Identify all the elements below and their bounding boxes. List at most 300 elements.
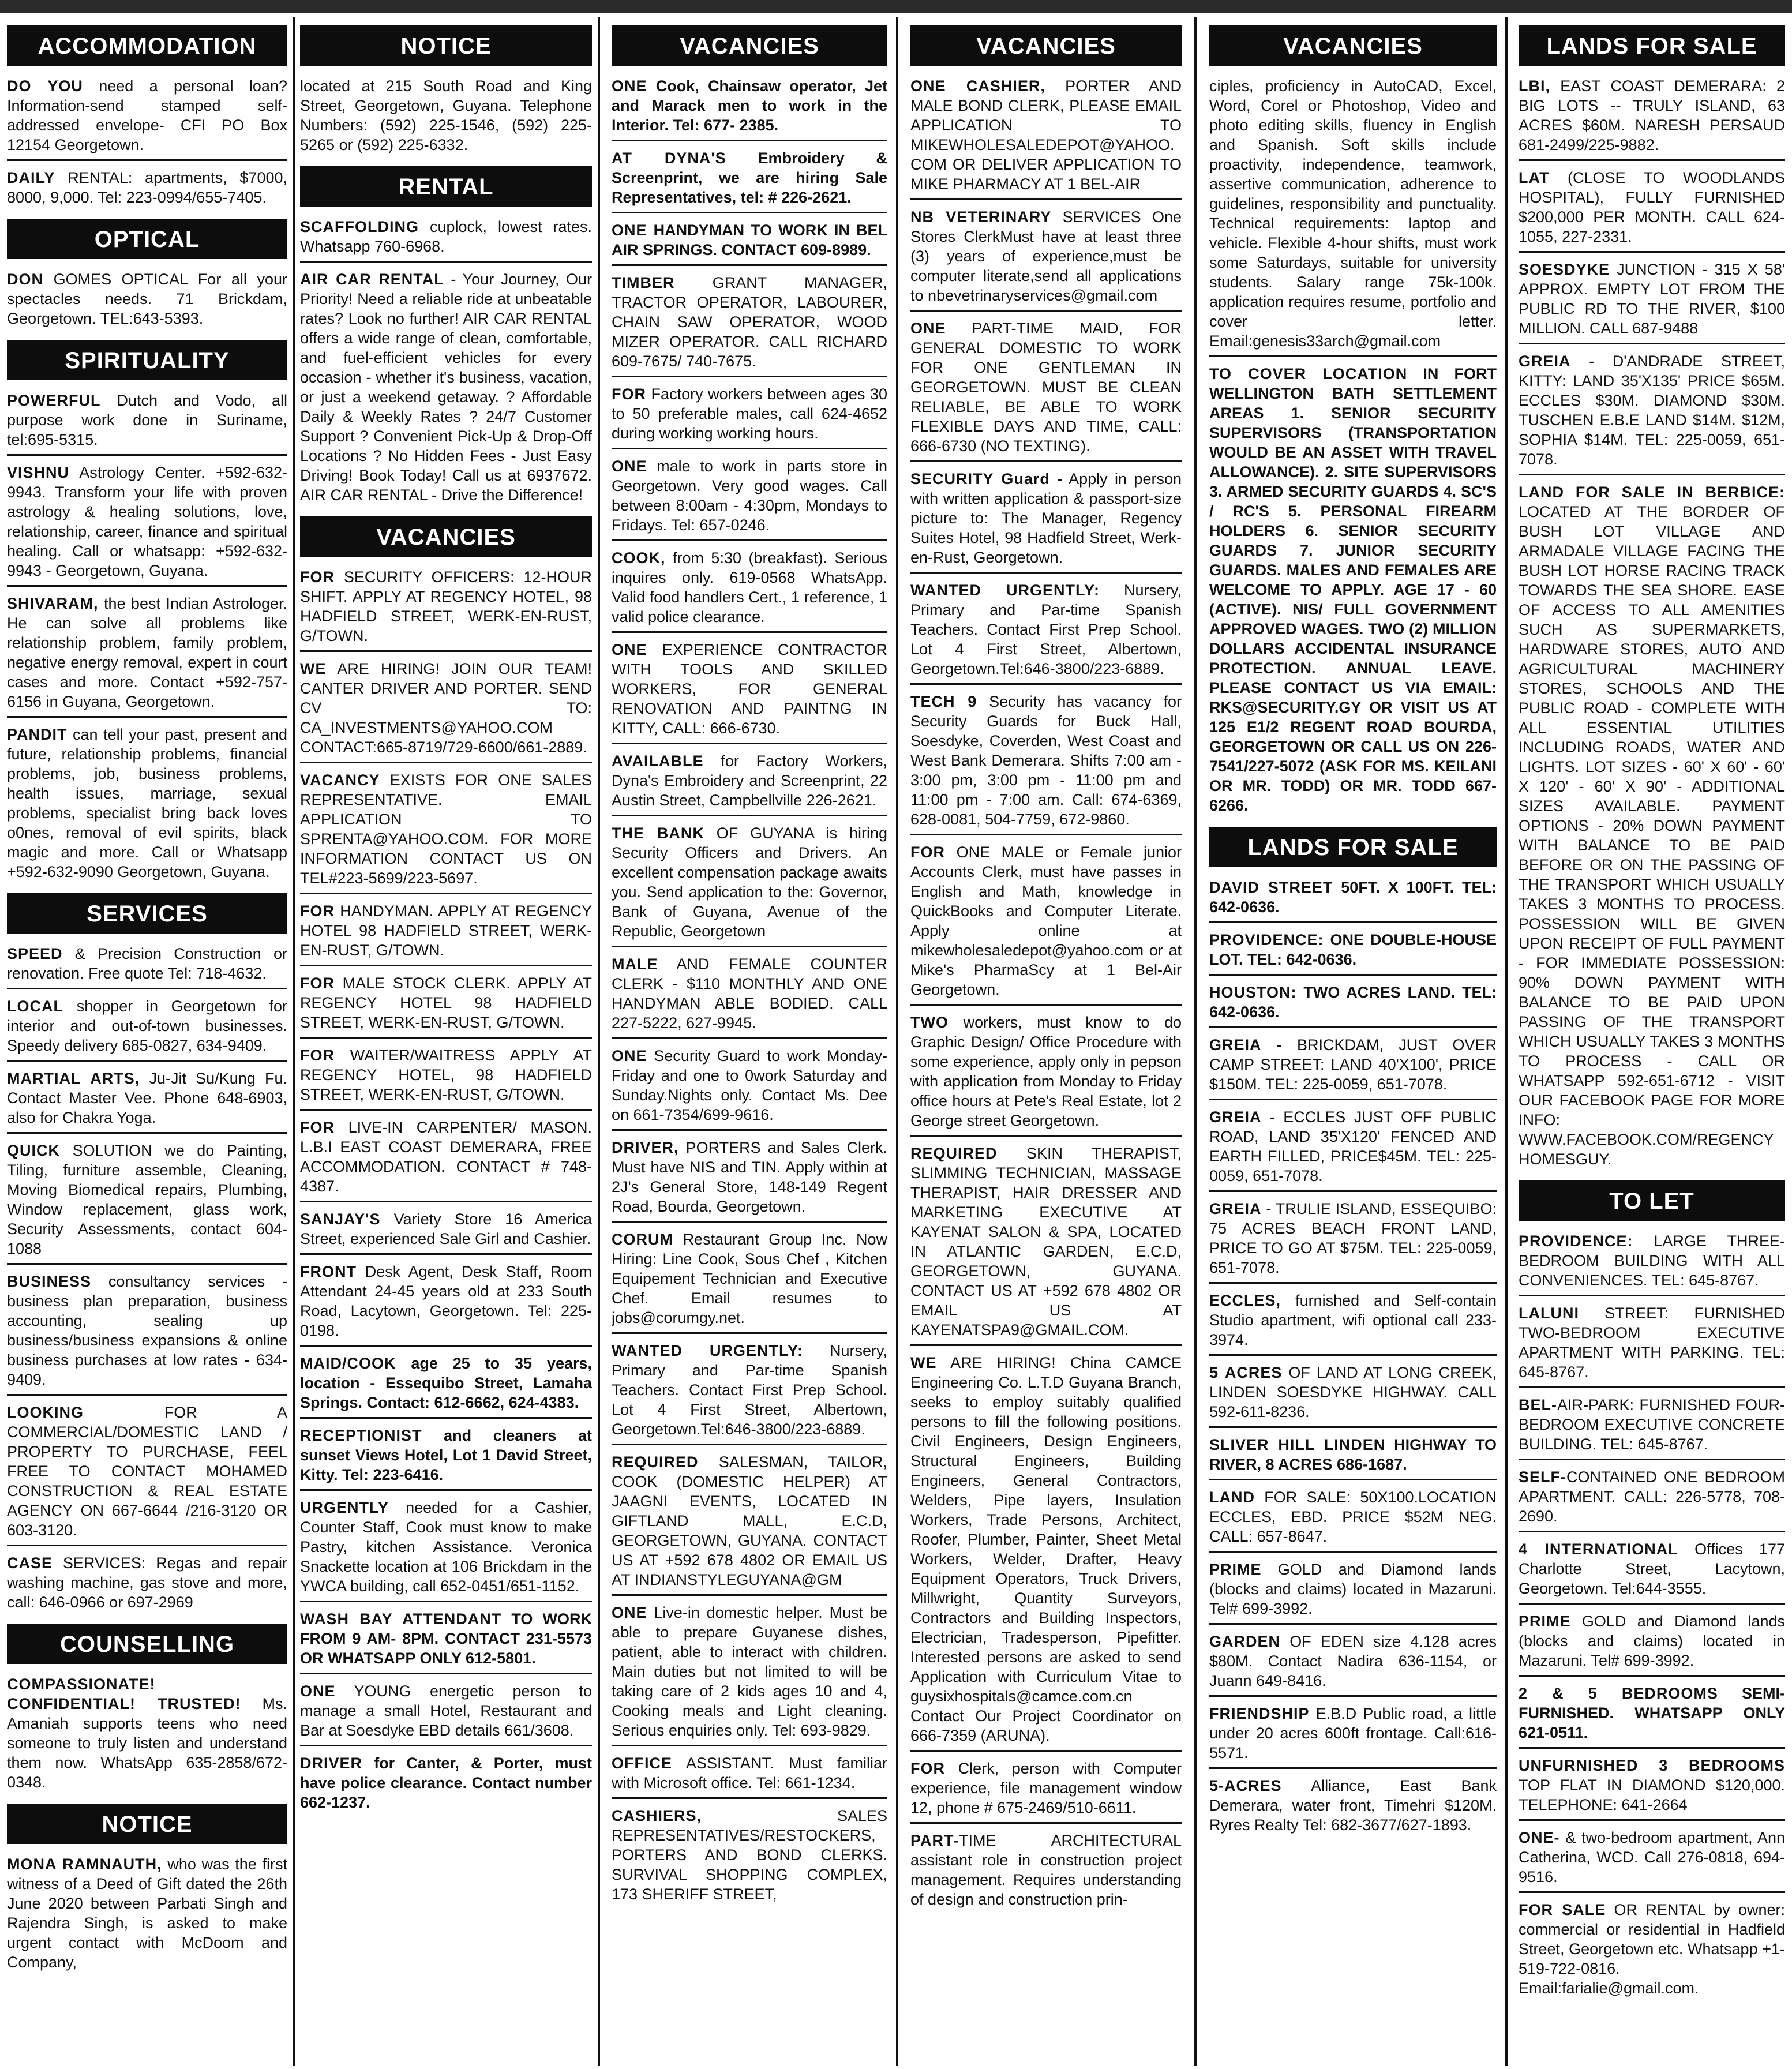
ad-lead: GREIA — [1209, 1200, 1262, 1217]
ad-body: AND FEMALE COUNTER CLERK - $110 MONTHLY AND ONE HANDYMAN ABLE BODIED. CALL 227-5222, 627-9945. — [612, 955, 887, 1032]
classified-ad — [7, 1141, 287, 1265]
ad-lead: LBI, — [1519, 77, 1550, 95]
ad-body: - D'ANDRADE STREET, KITTY: LAND 35'X135' PRICE $65M. ECCLES $30M. DIAMOND $30M. TUSCHEN E.B.E LAND $14M. $12M, SOPHIA $14M. TEL: 225-0059, 651-7078. — [1519, 353, 1785, 468]
ad-lead: ONE — [612, 77, 647, 95]
ad-body: OF LAND AT LONG CREEK, LINDEN SOESDYKE HIGHWAY. CALL 592-611-8236. — [1209, 1364, 1497, 1420]
ad-body: AIR-PARK: FURNISHED FOUR-BEDROOM EXECUTIVE CONCRETE BUILDING. TEL: 645-8767. — [1519, 1396, 1785, 1453]
ad-lead: DON — [7, 271, 43, 288]
ad-body: Cook, Chainsaw operator, Jet and Marack men to work in the Interior. Tel: 677- 2385. — [612, 77, 887, 134]
classified-ad — [1519, 1900, 1785, 2003]
classified-ad — [1519, 1467, 1785, 1532]
ad-lead: ONE — [612, 1604, 647, 1621]
ad-lead: DRIVER — [300, 1755, 363, 1772]
ad-body: (CLOSE TO WOODLANDS HOSPITAL), FULLY FURNISHED $200,000 PER MONTH. CALL 624-1055, 227-2331. — [1519, 169, 1785, 245]
column-rule — [1194, 17, 1197, 2066]
ad-lead: PANDIT — [7, 726, 68, 743]
classifieds-column — [1209, 23, 1497, 2060]
ad-lead: SPEED — [7, 945, 63, 962]
ad-lead: SLIVER HILL LINDEN — [1209, 1436, 1386, 1453]
ad-lead: BUSINESS — [7, 1273, 92, 1290]
classified-ad — [1209, 1035, 1497, 1100]
ad-body: OF GUYANA is hiring Security Officers and Drivers. An excellent compensation package awaits you. Send application to the: Governor, Bank of Guyana, Avenue of the Republic, Georgetown — [612, 824, 887, 940]
ad-body: PORTER AND MALE BOND CLERK, PLEASE EMAIL APPLICATION TO MIKEWHOLESALEDEPOT@YAHOO.COM OR DELIVER APPLICATION TO MIKE PHARMACY AT 1 BEL-AIR — [910, 77, 1182, 193]
ad-lead: PART- — [910, 1832, 959, 1849]
ad-lead: DO YOU — [7, 77, 83, 95]
classified-ad — [300, 567, 592, 652]
classified-ad — [1209, 1704, 1497, 1769]
ad-lead: 5-ACRES — [1209, 1777, 1282, 1794]
ad-body: ARE HIRING! JOIN OUR TEAM! CANTER DRIVER AND PORTER. SEND CV TO: CA_INVESTMENTS@YAHOO.COM CONTACT:665-8719/729-6600/661-2889. — [300, 660, 592, 756]
ad-body: YOUNG energetic person to manage a small Hotel, Restaurant and Bar at Soesdyke EBD details 661/3608. — [300, 1682, 592, 1739]
ad-body: TOP FLAT IN DIAMOND $120,000. TELEPHONE: 641-2664 — [1519, 1776, 1785, 1813]
ad-body: SECURITY OFFICERS: 12-HOUR SHIFT. APPLY AT REGENCY HOTEL, 98 HADFIELD STREET, WERK-EN-RUST, G/TOWN. — [300, 568, 592, 644]
ad-body: PART-TIME MAID, FOR GENERAL DOMESTIC TO WORK FOR ONE GENTLEMAN IN GEORGETOWN. MUST BE CLEAN RELIABLE, BE ABLE TO WORK FLEXIBLE DAYS AND TIME, CALL: 666-6730 (NO TEXTING). — [910, 320, 1182, 455]
ad-lead: REQUIRED — [612, 1453, 699, 1471]
classified-ad — [300, 1045, 592, 1111]
ad-body: Restaurant Group Inc. Now Hiring: Line Cook, Sous Chef , Kitchen Equipement Technician and Executive Chef. Email resumes to jobs@corumgy.net. — [612, 1231, 887, 1326]
classified-ad — [612, 220, 887, 266]
ad-lead: PROVIDENCE: — [1519, 1232, 1633, 1250]
ad-lead: BEL- — [1519, 1396, 1557, 1414]
ad-body: EXISTS FOR ONE SALES REPRESENTATIVE. EMAIL APPLICATION TO SPRENTA@YAHOO.COM. FOR MORE INFORMATION CONTACT US ON TEL#223-5699/223-5697. — [300, 771, 592, 887]
classified-ad — [7, 1553, 287, 1617]
classified-ad — [612, 1138, 887, 1223]
ad-body: cuplock, lowest rates. Whatsapp 760-6968. — [300, 218, 592, 255]
ad-lead: VACANCY — [300, 771, 380, 789]
classifieds-column — [7, 23, 287, 2060]
classified-ad — [300, 217, 592, 263]
ad-lead: WANTED URGENTLY: — [910, 582, 1100, 599]
classified-ad — [1209, 878, 1497, 923]
ad-body: 50FT. X 100FT. TEL: 642-0636. — [1209, 879, 1497, 916]
classified-ad — [1209, 1776, 1497, 1839]
ad-body: Clerk, person with Computer experience, file management window 12, phone # 675-2469/510-6611. — [910, 1760, 1182, 1816]
ad-body: - Apply in person with written application & passport-size picture to: The Manager, Regency Suites Hotel, 98 Hadfield Street, Werk-en-Rust, Georgetown. — [910, 470, 1182, 566]
classified-ad — [612, 1603, 887, 1746]
section-heading: SPIRITUALITY — [7, 340, 287, 380]
classified-ad — [300, 659, 592, 763]
classified-ad — [1209, 1435, 1497, 1480]
ad-lead: ONE — [910, 320, 946, 337]
ad-body: Nursery, Primary and Par-time Spanish Teachers. Contact First Prep School. Lot 4 First Street, Albertown, Georgetown.Tel:646-3800/223-6889. — [612, 1342, 887, 1438]
ad-body: Factory workers between ages 30 to 50 preferable males, call 624-4652 during working working hours. — [612, 385, 887, 442]
classified-ad — [612, 384, 887, 449]
ad-body: need a personal loan? Information-send stamped self-addressed envelope- CFI PO Box 12154 Georgetown. — [7, 77, 287, 153]
ad-body: Live-in domestic helper. Must be able to prepare Guyanese dishes, patient, able to interact with children. Main duties but not limited to will be taking care of 2 kids ages 10 and 4, Cooking meals and Light cleaning. Serious enquiries only. Tel: 693-9829. — [612, 1604, 887, 1739]
classified-ad — [612, 640, 887, 744]
section-heading: VACANCIES — [910, 25, 1182, 66]
ad-lead: FOR — [910, 844, 945, 861]
classified-ad — [300, 1498, 592, 1602]
classified-ad — [1519, 482, 1785, 1174]
classified-ad — [910, 842, 1182, 1006]
ad-body: CONTAINED ONE BEDROOM APARTMENT. CALL: 226-5778, 708-2690. — [1519, 1468, 1785, 1525]
classified-ad — [1519, 76, 1785, 161]
classified-ad — [7, 1674, 287, 1797]
section-heading: ACCOMMODATION — [7, 25, 287, 66]
section-heading: NOTICE — [300, 25, 592, 66]
classified-ad — [612, 1046, 887, 1131]
ad-body: ASSISTANT. Must familiar with Microsoft office. Tel: 661-1234. — [612, 1755, 887, 1791]
ad-lead: PRIME — [1209, 1561, 1262, 1578]
ad-body: Offices 177 Charlotte Street, Lacytown, Georgetown. Tel:644-3555. — [1519, 1540, 1785, 1597]
classified-ad — [300, 76, 592, 159]
ad-lead: AT DYNA'S — [612, 149, 726, 167]
ad-lead: PROVIDENCE: — [1209, 931, 1324, 949]
ad-body: - ECCLES JUST OFF PUBLIC ROAD, LAND 35'X120' FENCED AND EARTH FILLED, PRICE$45M. TEL: 225-0059, 651-7078. — [1209, 1108, 1497, 1185]
classified-ad — [1209, 1560, 1497, 1625]
ad-body: shopper in Georgetown for interior and out-of-town businesses. Speedy delivery 685-0827, 634-9409. — [7, 998, 287, 1054]
ad-lead: LAND — [1209, 1489, 1255, 1506]
ad-lead: MALE — [612, 955, 658, 973]
ad-lead: GREIA — [1209, 1108, 1262, 1126]
ad-lead: VISHNU — [7, 464, 70, 481]
classified-ad — [612, 823, 887, 947]
classified-ad — [1209, 1291, 1497, 1356]
classified-ad — [612, 1753, 887, 1799]
ad-lead: PRIME — [1519, 1613, 1571, 1630]
classified-ad — [910, 1831, 1182, 1914]
ad-lead: CASHIERS, — [612, 1807, 702, 1824]
page-top-bar — [0, 0, 1792, 13]
classified-ad — [612, 548, 887, 633]
ad-lead: HOUSTON: — [1209, 984, 1297, 1001]
classified-ad — [1209, 983, 1497, 1028]
ad-lead: MONA RAMNAUTH, — [7, 1856, 162, 1873]
classified-ad — [1209, 1199, 1497, 1284]
ad-lead: TO COVER LOCATION — [1209, 365, 1408, 383]
classified-ad — [612, 273, 887, 377]
ad-lead: ONE — [612, 458, 647, 475]
classified-ad — [612, 751, 887, 816]
ad-body: TIME ARCHITECTURAL assistant role in construction project management. Requires understanding of design and construction prin- — [910, 1832, 1182, 1908]
classified-ad — [910, 207, 1182, 312]
classified-ad — [1519, 1395, 1785, 1460]
classified-ad — [612, 456, 887, 541]
ad-body: TWO ACRES LAND. TEL: 642-0636. — [1209, 984, 1497, 1021]
ad-body: GRANT MANAGER, TRACTOR OPERATOR, LABOURER, CHAIN SAW OPERATOR, WOOD MIZER OPERATOR. CALL RICHARD 609-7675/ 740-7675. — [612, 274, 887, 370]
ad-lead: FOR — [910, 1760, 945, 1777]
classified-ad — [910, 1013, 1182, 1137]
classified-ad — [1519, 1303, 1785, 1388]
classified-ad — [300, 1609, 592, 1674]
classified-ad — [910, 76, 1182, 200]
ad-body: PORTERS and Sales Clerk. Must have NIS and TIN. Apply within at 2J's General Store, 148-149 Regent Road, Bourda, Georgetown. — [612, 1139, 887, 1215]
ad-lead: SOESDYKE — [1519, 261, 1610, 278]
classified-ad — [300, 269, 592, 509]
ad-body: the best Indian Astrologer. He can solve all problems like relationship problem, family problem, negative energy removal, expert in court cases and more. Contact +592-757-6156 in Guyana, Georgetown. — [7, 595, 287, 710]
classified-ad — [7, 269, 287, 333]
ad-lead: AIR CAR RENTAL — [300, 271, 444, 288]
ad-body: E.B.D Public road, a little under 20 acres 600ft frontage. Call:616-5571. — [1209, 1705, 1497, 1761]
ad-body: & Precision Construction or renovation. Free quote Tel: 718-4632. — [7, 945, 287, 982]
ad-body: - BRICKDAM, JUST OVER CAMP STREET: LAND 40'X100', PRICE $150M. TEL: 225-0059, 651-7078. — [1209, 1036, 1497, 1093]
classified-ad — [300, 1681, 592, 1746]
section-heading: SERVICES — [7, 893, 287, 934]
classified-ad — [1209, 1107, 1497, 1192]
classified-ad — [612, 1806, 887, 1909]
ad-lead: UNFURNISHED 3 BEDROOMS — [1519, 1757, 1785, 1774]
ad-body: GOMES OPTICAL For all your spectacles needs. 71 Brickdam, Georgetown. TEL:643-5393. — [7, 271, 287, 327]
ad-body: consultancy services - business plan preparation, business accounting, sealing up business/business expansions & online business purchases at low rates - 634-9409. — [7, 1273, 287, 1388]
ad-body: WAITER/WAITRESS APPLY AT REGENCY HOTEL, 98 HADFIELD STREET, WERK-EN-RUST, G/TOWN. — [300, 1047, 592, 1103]
section-heading: TO LET — [1519, 1180, 1785, 1221]
classified-ad — [1209, 1363, 1497, 1428]
ad-body: STREET: FURNISHED TWO-BEDROOM EXECUTIVE APARTMENT WITH PARKING. TEL: 645-8767. — [1519, 1305, 1785, 1381]
classified-ad — [612, 76, 887, 141]
ad-body: - Your Journey, Our Priority! Need a reliable ride at unbeatable rates? Look no further! AIR CAR RENTAL offers a wide range of clean, comfortable, and fuel-efficient vehicles for every occasion - whether it's business, vacation, or just a weekend getaway. ? Affordable Daily & Weekly Rates ? 24/7 Customer Support ? Convenient Pick-Up & Drop-Off Locations ? No Hidden Fees - Just Easy Driving! Book Today! Call us at 6937672. AIR CAR RENTAL - Drive the Difference! — [300, 271, 592, 504]
ad-lead: THE BANK — [612, 824, 704, 842]
classified-ad — [612, 954, 887, 1039]
classified-ad — [300, 1262, 592, 1347]
section-heading: COUNSELLING — [7, 1624, 287, 1664]
ad-lead: LOOKING — [7, 1404, 84, 1421]
classified-ad — [300, 901, 592, 966]
ad-body: OR RENTAL by owner: commercial or residential in Hadfield Street, Georgetown etc. Whatsapp +1-519-722-0816. Email:farialie@gmail.com. — [1519, 1901, 1785, 1997]
ad-body: SERVICES One Stores ClerkMust have at least three (3) years of experience,must be computer literate,send all applications to nbevetrinaryservices@gmail.com — [910, 208, 1182, 304]
classified-ad — [7, 1272, 287, 1396]
ad-lead: WANTED URGENTLY: — [612, 1342, 803, 1359]
classified-ad — [910, 469, 1182, 574]
classified-ad — [7, 463, 287, 587]
section-heading: NOTICE — [7, 1804, 287, 1844]
ad-lead: FRONT — [300, 1263, 357, 1280]
classified-ad — [7, 76, 287, 161]
classified-ad — [1519, 1611, 1785, 1677]
classified-ad — [300, 1118, 592, 1202]
ad-body: GOLD and Diamond lands (blocks and claims) located in Mazaruni. Tel# 699-3992. — [1209, 1561, 1497, 1617]
ad-lead: LAND FOR SALE IN BERBICE: — [1519, 483, 1785, 501]
ad-body: HIGHWAY TO RIVER, 8 ACRES 686-1687. — [1209, 1436, 1497, 1473]
classified-ad — [1519, 1684, 1785, 1749]
ad-body: can tell your past, present and future, relationship problems, financial problems, job, business problems, health issues, marriage, sexual problems, specialist bring back loves o0nes, removal of evil spirits, black magic and more. Call or Whatsapp +592-632-9090 Georgetown, Guyana. — [7, 726, 287, 880]
ad-body: SOLUTION we do Painting, Tiling, furniture assemble, Cleaning, Moving Biomedical repairs, Plumbing, Window replacement, glass work, Security Assessments, contact 604-1088 — [7, 1142, 287, 1257]
ad-body: TO WORK FROM 9 AM- 8PM. CONTACT 231-5573 OR WHATSAPP ONLY 612-5801. — [300, 1610, 592, 1667]
ad-body: for Canter, & Porter, must have police clearance. Contact number 662-1237. — [300, 1755, 592, 1811]
column-rule — [1505, 17, 1508, 2066]
ad-body: age 25 to 35 years, location - Essequibo Street, Lamaha Springs. Contact: 612-6662, 624-4383. — [300, 1355, 592, 1411]
ad-lead: SANJAY'S — [300, 1210, 381, 1228]
ad-body: Astrology Center. +592-632-9943. Transform your life with proven astrology & healing solutions, love, relationship, career, finance and spiritual healing. Call or whatsapp: +592-632-9943 - Georgetown, Guyana. — [7, 464, 287, 579]
classified-ad — [612, 148, 887, 213]
ad-body: ARE HIRING! China CAMCE Engineering Co. L.T.D Guyana Branch, seeks to employ suitably qualified persons to fill the following positions. Civil Engineers, Design Engineers, Structural Engineers, Building Engineers, General Contractors, Welders, Pipe layers, Insulation Workers, Trade Persons, Architect, Roofer, Plumber, Painter, Sheet Metal Workers, Welder, Drafter, Heavy Equipment Operators, Truck Drivers, Millwright, Quantity Surveyors, Contractors and Building Inspectors, Electrician, Tradesperson, Pipefitter. Interested persons are asked to send Application with Curriculum Vitae to guysixhospitals@camce.com.cn Contact Our Project Coordinator on 666-7359 (ARUNA). — [910, 1354, 1182, 1744]
ad-body: FOR A COMMERCIAL/DOMESTIC LAND / PROPERTY TO PURCHASE, FEEL FREE TO CONTACT MOHAMED CONSTRUCTION & REAL ESTATE AGENCY ON 667-6644 /216-3120 OR 603-3120. — [7, 1404, 287, 1539]
ad-lead: CASE — [7, 1554, 53, 1572]
classified-ad — [7, 391, 287, 456]
ad-lead: FOR — [612, 385, 646, 403]
section-heading: VACANCIES — [612, 25, 887, 66]
column-rule — [293, 17, 295, 2066]
ad-lead: OFFICE — [612, 1755, 672, 1772]
ad-lead: WE — [300, 660, 327, 677]
ad-body: SALES REPRESENTATIVES/RESTOCKERS, PORTERS AND BOND CLERKS. SURVIVAL SHOPPING COMPLEX, 173 SHERIFF STREET, — [612, 1807, 887, 1903]
ad-body: OF EDEN size 4.128 acres $80M. Contact Nadira 636-1154, or Juann 649-8416. — [1209, 1633, 1497, 1689]
classified-ad — [1209, 76, 1497, 357]
section-heading: LANDS FOR SALE — [1209, 827, 1497, 867]
classified-ad — [1209, 1487, 1497, 1553]
ad-lead: FOR — [300, 902, 335, 920]
classified-ad — [300, 770, 592, 894]
ad-lead: NB VETERINARY — [910, 208, 1052, 226]
classified-ad — [612, 1230, 887, 1334]
ad-body: SEMI-FURNISHED. WHATSAPP ONLY 621-0511. — [1519, 1685, 1785, 1741]
ad-body: needed for a Cashier, Counter Staff, Cook must know to make Pastry, kitchen Assistance. Veronica Snackette location at 106 Brickdam in the YWCA building, call 652-0451/651-1152. — [300, 1499, 592, 1595]
ad-lead: 5 ACRES — [1209, 1364, 1283, 1381]
classified-ad — [1209, 364, 1497, 820]
ad-body: ciples, proficiency in AutoCAD, Excel, Word, Corel or Photoshop, Video and photo editing skills, fluency in English and Spanish. Soft skills include proactivity, independence, teamwork, assertive communication, adherence to guidelines, responsibility and punctuality. Technical requirements: laptop and vehicle. Flexible 4-hour shifts, must work some Saturdays, suitable for university students. Salary range 75k-100k. application requires resume, portfolio and cover letter. Email:genesis33arch@gmail.com — [1209, 77, 1497, 350]
ad-lead: COOK, — [612, 549, 666, 567]
classifieds-column — [910, 23, 1182, 2060]
classified-ad — [1209, 930, 1497, 976]
ad-lead: RECEPTIONIST — [300, 1427, 422, 1444]
ad-body: workers, must know to do Graphic Design/ Office Procedure with some experience, apply only in pepson with application from Monday to Friday office hours at Pete's Real Estate, lot 2 George street Georgetown. — [910, 1014, 1182, 1129]
ad-lead: ONE — [612, 1047, 647, 1065]
ad-body: MALE STOCK CLERK. APPLY AT REGENCY HOTEL 98 HADFIELD STREET, WERK-EN-RUST, G/TOWN. — [300, 974, 592, 1031]
ad-body: Desk Agent, Desk Staff, Room Attendant 24-45 years old at 233 South Road, Lacytown, Georgetown. Tel: 225-0198. — [300, 1263, 592, 1339]
classified-ad — [300, 1354, 592, 1419]
classified-ad — [7, 1403, 287, 1546]
section-heading: RENTAL — [300, 166, 592, 207]
ad-lead: QUICK — [7, 1142, 60, 1159]
ad-lead: ECCLES, — [1209, 1292, 1281, 1309]
ad-body: Dutch and Vodo, all purpose work done in Suriname, tel:695-5315. — [7, 392, 287, 448]
ad-lead: FOR — [300, 974, 335, 992]
classified-ad — [7, 944, 287, 989]
ad-body: ONE MALE or Female junior Accounts Clerk, must have passes in English and Math, knowledge in QuickBooks and Computer Literate. Apply online at mikewholesaledepot@yahoo.com or at Mike's PharmaScy at 1 Bel-Air Georgetown. — [910, 844, 1182, 998]
ad-body: IN FORT WELLINGTON BATH SETTLEMENT AREAS 1. SENIOR SECURITY SUPERVISORS (TRANSPORTATION WOULD BE AN ASSET WITH TRAVEL ALLOWANCE). 2. SITE SUPERVISORS 3. ARMED SECURITY GUARDS 4. SC'S / RC'S 5. PERSONAL FIREARM HOLDERS 6. SENIOR SECURITY GUARDS 7. JUNIOR SECURITY GUARDS. MALES AND FEMALES ARE WELCOME TO APPLY. AGE 17 - 60 (ACTIVE). NIS/ FULL GOVERNMENT APPROVED WAGES. TWO (2) MILLION DOLLARS ACCIDENTAL INSURANCE PROTECTION. ANNUAL LEAVE. PLEASE CONTACT US VIA EMAIL: RKS@SECURITY.GY OR VISIT US AT 125 E1/2 REGENT ROAD BOURDA, GEORGETOWN OR CALL US ON 226-7541/227-5072 (ASK FOR MS. KEILANI OR MR. TODD) OR MR. TODD 667-6266. — [1209, 365, 1497, 814]
ad-body: RENTAL: apartments, $7000, 8000, 9,000. Tel: 223-0994/655-7405. — [7, 169, 287, 206]
section-heading: LANDS FOR SALE — [1519, 25, 1785, 66]
ad-lead: ONE — [300, 1682, 336, 1700]
ad-lead: DAILY — [7, 169, 55, 186]
ad-body: for Factory Workers, Dyna's Embroidery and Screenprint, 22 Austin Street, Campbellville 226-2621. — [612, 752, 887, 809]
ad-lead: FOR SALE — [1519, 1901, 1606, 1918]
classified-ad — [300, 1426, 592, 1491]
classifieds-column — [612, 23, 887, 2060]
ad-body: Ms. Amaniah supports teens who need someone to truly listen and understand them now. WhatsApp 635-2858/672-0348. — [7, 1695, 287, 1791]
classified-ad — [910, 580, 1182, 685]
ad-body: SKIN THERAPIST, SLIMMING TECHNICIAN, MASSAGE THERAPIST, HAIR DRESSER AND MARKETING EXECUTIVE AT KAYENAT SALON & SPA, LOCATED IN ATLANTIC GARDEN, E.C.D, GEORGETOWN, GUYANA. CONTACT US AT +592 678 4802 OR EMAIL US AT KAYENATSPA9@GMAIL.COM. — [910, 1145, 1182, 1339]
classified-ad — [910, 1353, 1182, 1752]
ad-lead: LOCAL — [7, 998, 63, 1015]
ad-lead: TECH 9 — [910, 693, 977, 710]
ad-body: LARGE THREE-BEDROOM BUILDING WITH ALL CONVENIENCES. TEL: 645-8767. — [1519, 1232, 1785, 1289]
ad-body: Nursery, Primary and Par-time Spanish Teachers. Contact First Prep School. Lot 4 First Street, Albertown, Georgetown.Tel:646-3800/223-6889. — [910, 582, 1182, 677]
ad-body: Security has vacancy for Security Guards for Buck Hall, Soesdyke, Coverden, West Coast and West Bank Demerara. Shifts 7:00 am - 3:00 pm, 3:00 pm - 11:00 pm and 11:00 pm - 7:00 am. Call: 674-6369, 628-0081, 504-7759, 672-9860. — [910, 693, 1182, 828]
ad-body: Variety Store 16 America Street, experienced Sale Girl and Cashier. — [300, 1210, 592, 1247]
ad-lead: 2 & 5 BEDROOMS — [1519, 1685, 1718, 1702]
classified-ad — [1519, 260, 1785, 344]
ad-lead: MAID/COOK — [300, 1355, 396, 1372]
ad-lead: ONE — [612, 641, 647, 658]
column-rule — [896, 17, 898, 2066]
ad-lead: POWERFUL — [7, 392, 101, 409]
classified-ad — [1519, 168, 1785, 253]
section-heading: VACANCIES — [1209, 25, 1497, 66]
classified-ad — [1519, 1231, 1785, 1296]
classified-ad — [7, 168, 287, 212]
ad-body: SERVICES: Regas and repair washing machine, gas stove and more, call: 646-0966 or 697-2969 — [7, 1554, 287, 1611]
classified-ad — [7, 1854, 287, 1977]
classified-ad — [7, 725, 287, 886]
classified-ad — [7, 996, 287, 1062]
classified-ad — [910, 1144, 1182, 1346]
ad-lead: ONE CASHIER, — [910, 77, 1045, 95]
ad-lead: FOR — [300, 1119, 335, 1136]
ad-body: who was the first witness of a Deed of Gift dated the 26th June 2020 between Parbati Singh and Rajendra Singh, is asked to make urgent contact with McDoom and Company, — [7, 1856, 287, 1971]
ad-body: furnished and Self-contain Studio apartment, wifi optional call 233-3974. — [1209, 1292, 1497, 1348]
ad-body: male to work in parts store in Georgetown. Very good wages. Call between 8:00am - 4:30pm, Mondays to Fridays. Tel: 657-0246. — [612, 458, 887, 534]
ad-lead: SCAFFOLDING — [300, 218, 419, 235]
classified-ad — [7, 1069, 287, 1134]
ad-lead: DAVID STREET — [1209, 879, 1333, 896]
ad-body: located at 215 South Road and King Street, Georgetown, Guyana. Telephone Numbers: (592) 225-1546, (592) 225-5265 or (592) 225-6332. — [300, 77, 592, 153]
classified-ad — [910, 1759, 1182, 1824]
ad-lead: FOR — [300, 568, 335, 586]
ad-lead: TWO — [910, 1014, 949, 1031]
classified-ad — [7, 594, 287, 718]
ad-lead: GREIA — [1209, 1036, 1262, 1054]
classified-ad — [1519, 1756, 1785, 1821]
ad-lead: 4 INTERNATIONAL — [1519, 1540, 1678, 1558]
ad-body: Security Guard to work Monday-Friday and one to 0work Saturday and Sunday.Nights only. Contact Ms. Dee on 661-7354/699-9616. — [612, 1047, 887, 1123]
ad-lead: TIMBER — [612, 274, 675, 291]
ad-body: EXPERIENCE CONTRACTOR WITH TOOLS AND SKILLED WORKERS, FOR GENERAL RENOVATION AND PAINTNG IN KITTY, CALL: 666-6730. — [612, 641, 887, 737]
classified-ad — [300, 1753, 592, 1817]
ad-lead: ONE- — [1519, 1829, 1560, 1846]
classifieds-column — [1519, 23, 1785, 2060]
ad-lead: MARTIAL ARTS, — [7, 1070, 140, 1087]
ad-body: Ju-Jit Su/Kung Fu. Contact Master Vee. Phone 648-6903, also for Chakra Yoga. — [7, 1070, 287, 1126]
ad-body: Alliance, East Bank Demerara, water front, Timehri $120M. Ryres Realty Tel: 682-3677/627-1893. — [1209, 1777, 1497, 1834]
classified-ad — [1519, 1828, 1785, 1893]
classifieds-column — [300, 23, 592, 2060]
ad-lead: CORUM — [612, 1231, 673, 1248]
classified-ad — [1519, 351, 1785, 475]
classified-ad — [612, 1341, 887, 1445]
ad-lead: DRIVER, — [612, 1139, 679, 1156]
classified-ad — [612, 1452, 887, 1596]
ad-body: and cleaners at sunset Views Hotel, Lot 1 David Street, Kitty. Tel: 223-6416. — [300, 1427, 592, 1483]
ad-body: - TRULIE ISLAND, ESSEQUIBO: 75 ACRES BEACH FRONT LAND, PRICE TO GO AT $75M. TEL: 225-0059, 651-7078. — [1209, 1200, 1497, 1276]
ad-body: LIVE-IN CARPENTER/ MASON. L.B.I EAST COAST DEMERARA, FREE ACCOMMODATION. CONTACT # 748-4387. — [300, 1119, 592, 1195]
ad-lead: URGENTLY — [300, 1499, 389, 1516]
classified-ad — [300, 973, 592, 1039]
ad-body: HANDYMAN TO WORK IN BEL AIR SPRINGS. CONTACT 609-8989. — [612, 222, 887, 258]
ad-lead: LALUNI — [1519, 1305, 1579, 1322]
ad-lead: SELF- — [1519, 1468, 1566, 1486]
ad-body: from 5:30 (breakfast). Serious inquires only. 619-0568 WhatsApp. Valid food handlers Cert., 1 reference, 1 valid police clearance. — [612, 549, 887, 625]
ad-lead: FRIENDSHIP — [1209, 1705, 1310, 1722]
classified-ad — [300, 1209, 592, 1255]
ad-lead: LAT — [1519, 169, 1550, 186]
ad-lead: ONE — [612, 222, 647, 239]
ad-body: FOR SALE: 50X100.LOCATION ECCLES, EBD. PRICE $52M NEG. CALL: 657-8647. — [1209, 1489, 1497, 1545]
ad-lead: WASH BAY ATTENDANT — [300, 1610, 502, 1628]
ad-body: LOCATED AT THE BORDER OF BUSH LOT VILLAGE AND ARMADALE VILLAGE FACING THE BUSH LOT HORSE RACING TRACK TOWARDS THE SEA SHORE. EASE OF ACCESS TO ALL AMENITIES SUCH AS SUPERMARKETS, HARDWARE STORES, AUTO AND AGRICULTURAL MACHINERY STORES, SCHOOLS AND THE PUBLIC ROAD - COMPLETE WITH ALL ESSENTIAL UTILITIES INCLUDING ROADS, WATER AND LIGHTS. LOT SIZES - 60' X 60' - 60' X 120' - 60' X 90' - ADDITIONAL SIZES AVAILABLE. PAYMENT OPTIONS - 20% DOWN PAYMENT WITH BALANCE TO BE PAID BEFORE OR ON THE PASSING OF THE TRANSPORT WHICH USUALLY TAKES 3 MONTHS TO PROCESS. POSSESSION WILL BE GIVEN UPON RECEIPT OF FULL PAYMENT - FOR IMMEDIATE POSSESSION: 90% DOWN PAYMENT WITH BALANCE TO BE PAID UPON PASSING OF THE TRANSPORT WHICH USUALLY TAKES 3 MONTHS TO PROCESS - CALL OR WHATSAPP 592-651-6712 - VISIT OUR FACEBOOK PAGE FOR MORE INFO: WWW.FACEBOOK.COM/REGENCYHOMESGUY. — [1519, 503, 1785, 1168]
ad-body: JUNCTION - 315 X 58' APPROX. EMPTY LOT FROM THE PUBLIC RD TO THE RIVER, $100 MILLION. CALL 687-9488 — [1519, 261, 1785, 337]
ad-lead: REQUIRED — [910, 1145, 998, 1162]
ad-lead: SECURITY Guard — [910, 470, 1050, 488]
ad-body: HANDYMAN. APPLY AT REGENCY HOTEL 98 HADFIELD STREET, WERK-EN-RUST, G/TOWN. — [300, 902, 592, 959]
ad-body: & two-bedroom apartment, Ann Catherina, WCD. Call 276-0818, 694-9516. — [1519, 1829, 1785, 1886]
ad-lead: GREIA — [1519, 353, 1571, 370]
ad-lead: GARDEN — [1209, 1633, 1281, 1650]
ad-body: ONE DOUBLE-HOUSE LOT. TEL: 642-0636. — [1209, 931, 1497, 968]
ad-lead: AVAILABLE — [612, 752, 704, 770]
classified-ad — [1519, 1539, 1785, 1605]
ad-lead: COMPASSIONATE! CONFIDENTIAL! TRUSTED! — [7, 1676, 241, 1712]
